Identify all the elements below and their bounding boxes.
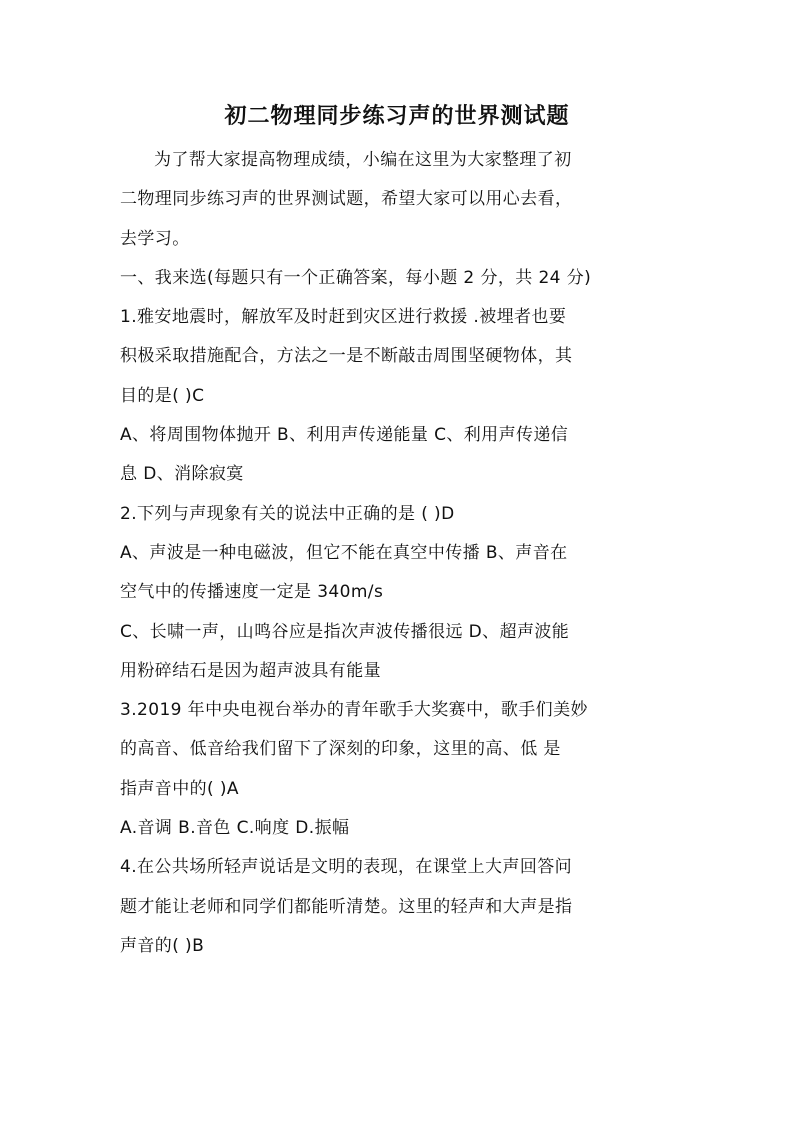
question-2-options: C、长啸一声，山鸣谷应是指次声波传播很远 D、超声波能: [120, 621, 570, 642]
question-2-line: 2.下列与声现象有关的说法中正确的是 ( )D: [120, 503, 455, 524]
question-3-line: 3.2019 年中央电视台举办的青年歌手大奖赛中，歌手们美妙: [120, 700, 588, 721]
question-2-options: 用粉碎结石是因为超声波具有能量: [120, 660, 381, 681]
section-heading: 一、我来选(每题只有一个正确答案，每小题 2 分，共 24 分): [120, 267, 592, 288]
question-2-options: A、声波是一种电磁波，但它不能在真空中传播 B、声音在: [120, 542, 568, 563]
intro-line: 去学习。: [120, 228, 190, 249]
question-4-line: 题才能让老师和同学们都能听清楚。这里的轻声和大声是指: [120, 896, 573, 917]
document-body: [120, 141, 680, 966]
question-1-line: 目的是( )C: [120, 385, 205, 406]
document-title: 初二物理同步练习声的世界测试题: [224, 103, 570, 129]
question-1-line: 积极采取措施配合，方法之一是不断敲击周围坚硬物体，其: [120, 346, 573, 367]
question-3-line: 指声音中的( )A: [120, 778, 239, 799]
question-1-line: 1.雅安地震时，解放军及时赶到灾区进行救援 .被埋者也要: [120, 307, 567, 328]
question-3-options: A.音调 B.音色 C.响度 D.振幅: [120, 818, 350, 839]
question-4-line: 声音的( )B: [120, 935, 205, 956]
intro-line: 二物理同步练习声的世界测试题，希望大家可以用心去看，: [120, 189, 573, 210]
question-4-line: 4.在公共场所轻声说话是文明的表现，在课堂上大声回答问: [120, 857, 573, 878]
question-3-line: 的高音、低音给我们留下了深刻的印象，这里的高、低 是: [120, 739, 561, 760]
question-2-options: 空气中的传播速度一定是 340m/s: [120, 582, 384, 603]
intro-line: 为了帮大家提高物理成绩，小编在这里为大家整理了初: [154, 150, 572, 170]
question-1-options: 息 D、消除寂寞: [120, 464, 244, 485]
question-1-options: A、将周围物体抛开 B、利用声传递能量 C、利用声传递信: [120, 425, 569, 446]
